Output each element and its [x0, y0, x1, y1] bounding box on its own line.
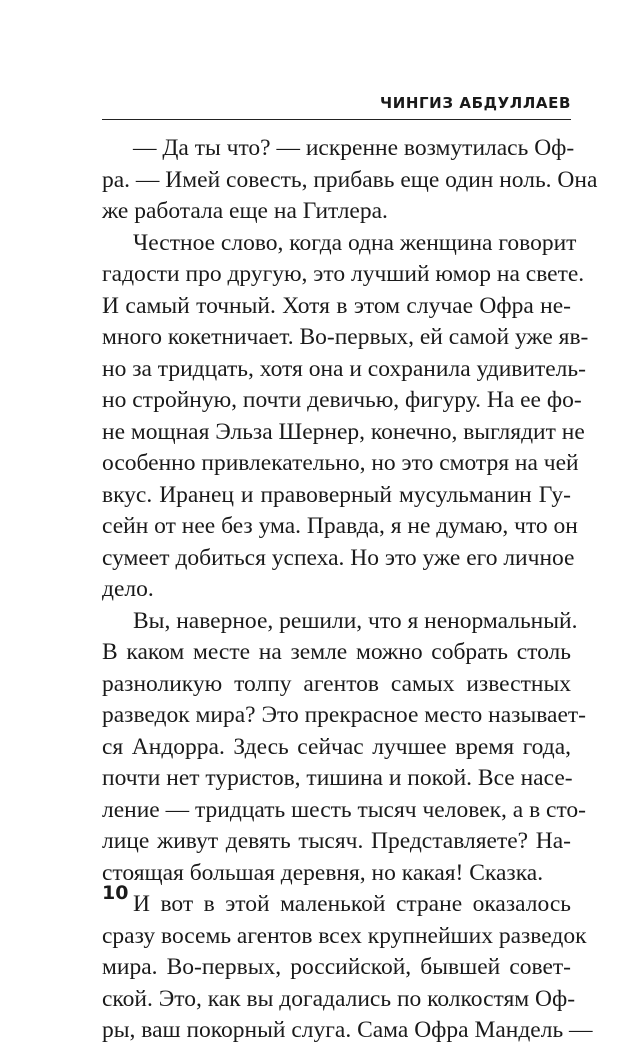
text-line: же работала еще на Гитлера.	[102, 198, 388, 224]
text-line: не мощная Эльза Шернер, конечно, выглядит не	[102, 418, 585, 445]
text-line: В каком месте на земле можно собрать столь	[102, 639, 571, 665]
text-line: Честное слово, когда одна женщина говорит	[133, 229, 577, 256]
text-line: сейн от нее без ума. Правда, я не думаю, что он	[102, 513, 578, 539]
text-line: ление — тридцать шесть тысяч человек, а в сто-	[102, 796, 587, 823]
text-line: лице живут девять тысяч. Представляете? На-	[102, 828, 571, 854]
text-line: Вы, наверное, решили, что я ненормальный.	[133, 607, 578, 634]
text-line: ра. — Имей совесть, прибавь еще один ноль. Она	[102, 166, 598, 193]
text-line: особенно привлекательно, но это смотря на чей	[102, 450, 579, 476]
text-line: мира. Во-первых, российской, бывшей совет-	[102, 954, 571, 980]
text-line: но за тридцать, хотя она и сохранила удивитель-	[102, 355, 586, 382]
text-line: сумеет добиться успеха. Но это уже его личное	[102, 544, 575, 571]
text-line: ся Андорра. Здесь сейчас лучшее время года,	[102, 733, 571, 760]
text-line: но стройную, почти девичью, фигуру. На ее фо-	[102, 387, 582, 413]
text-line: — Да ты что? — искренне возмутилась Оф-	[133, 135, 575, 161]
text-line: вкус. Иранец и правоверный мусульманин Гу-	[102, 481, 571, 508]
body-text	[102, 133, 598, 1047]
text-line: гадости про другую, это лучший юмор на свете.	[102, 261, 585, 287]
text-line: стоящая большая деревня, но какая! Сказка.	[102, 859, 544, 886]
text-line: разведок мира? Это прекрасное место называет-	[102, 702, 586, 728]
page-number: 10	[102, 882, 129, 904]
text-line: почти нет туристов, тишина и покой. Все насе-	[102, 765, 573, 791]
text-line: дело.	[102, 576, 154, 602]
text-line: разноликую толпу агентов самых известных	[102, 670, 571, 697]
text-line: И вот в этой маленькой стране оказалось	[133, 891, 571, 917]
text-line: И самый точный. Хотя в этом случае Офра не-	[102, 292, 571, 319]
running-head	[102, 64, 571, 120]
text-line: ры, ваш покорный слуга. Сама Офра Мандель —	[102, 1017, 593, 1043]
text-line: много кокетничает. Во-первых, ей самой уже яв-	[102, 324, 589, 350]
text-line: ской. Это, как вы догадались по колкостям Оф-	[102, 985, 576, 1012]
text-line: сразу восемь агентов всех крупнейших разведок	[102, 922, 587, 949]
running-head-author: ЧИНГИЗ АБДУЛЛАЕВ	[380, 94, 571, 112]
